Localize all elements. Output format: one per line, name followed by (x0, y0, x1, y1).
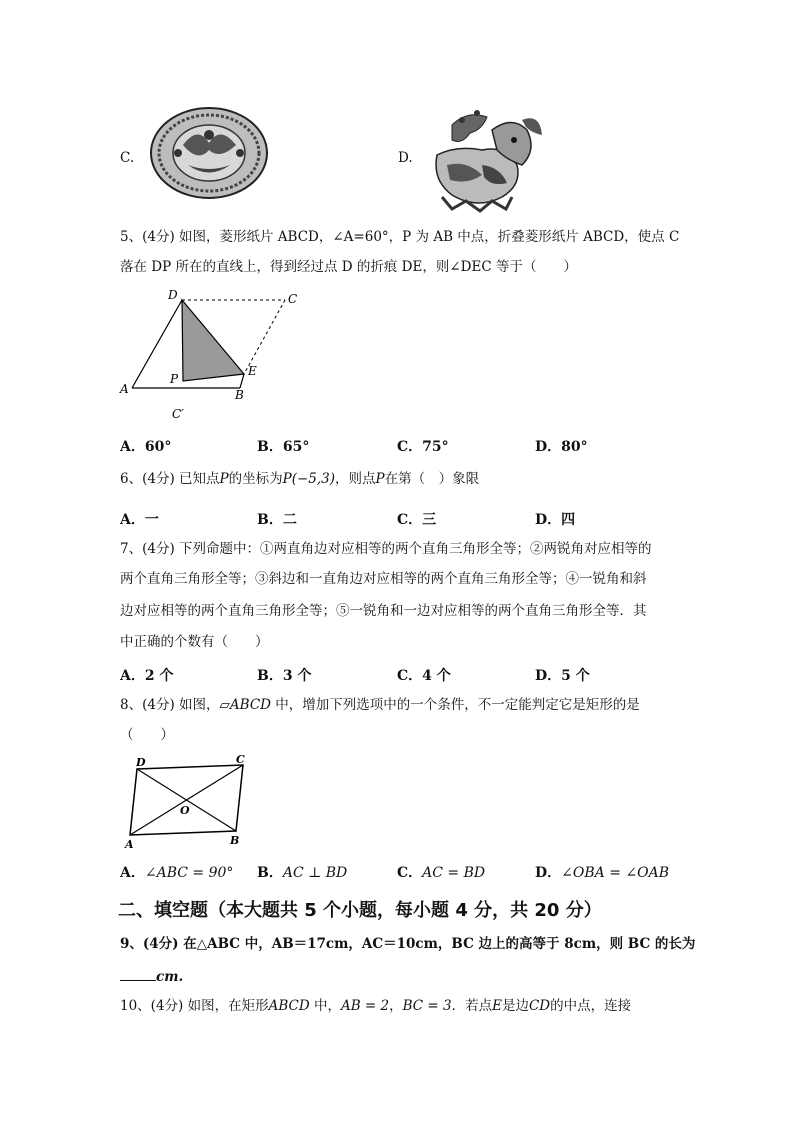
paper-cut-dog-image (422, 105, 547, 215)
q8-option-c-letter: C． (397, 865, 423, 881)
q6-option-a[interactable]: A．一 (120, 512, 159, 528)
q8-label-c: C (236, 753, 245, 766)
q6-prefix: 6、(4分) 已知点 (120, 471, 220, 487)
q6-option-d[interactable]: D．四 (535, 512, 576, 528)
q8-option-a[interactable] (120, 862, 233, 882)
q8-option-c[interactable] (397, 862, 485, 882)
q5-label-e: E (248, 364, 257, 378)
q6-mid: 的坐标为 (228, 471, 283, 487)
q10-mid2: ．若点 (451, 998, 493, 1014)
q8-option-c-math: AC = BD (422, 865, 486, 881)
q10-stem (120, 996, 631, 1016)
q5-option-b[interactable]: B．65° (257, 439, 310, 455)
q10-suffix: 的中点，连接 (550, 998, 632, 1014)
q8-parallelogram-figure (120, 752, 260, 854)
q10-rect: ABCD (268, 998, 310, 1014)
q5-folded-triangle (182, 300, 244, 381)
q10-mid3: 是边 (501, 998, 529, 1014)
q7-option-a[interactable]: A．2 个 (120, 668, 174, 684)
q5-option-c[interactable]: C．75° (397, 439, 449, 455)
q8-suffix: 中，增加下列选项中的一个条件，不一定能判定它是矩形的是 (270, 697, 640, 713)
q8-option-a-math: ∠ABC = 90° (144, 865, 234, 881)
q9-unit: cm. (156, 969, 184, 985)
q10-cd: CD (528, 998, 551, 1014)
q10-ab: AB = 2 (340, 998, 390, 1014)
q6-point-p: P (219, 471, 229, 487)
q4-option-c-label: C. (120, 150, 135, 166)
paper-cut-round-image (148, 105, 270, 201)
q7-line1: 7、(4分) 下列命题中：①两直角边对应相等的两个直角三角形全等；②两锐角对应相等的 (120, 541, 652, 557)
q5-option-a[interactable]: A．60° (120, 439, 172, 455)
q5-line2: 落在 DP 所在的直线上，得到经过点 D 的折痕 DE，则∠DEC 等于（ ） (120, 259, 577, 275)
q5-label-b: B (235, 388, 244, 402)
q8-option-d[interactable] (535, 862, 669, 882)
q10-point-e: E (492, 998, 502, 1014)
q7-line4: 中正确的个数有（ ） (120, 634, 269, 650)
q8-option-b[interactable] (257, 862, 347, 882)
q5-option-d[interactable]: D．80° (535, 439, 588, 455)
q5-label-p: P (170, 372, 179, 386)
q5-label-d: D (168, 288, 178, 302)
q10-bc: BC = 3 (402, 998, 452, 1014)
q8-line2: （ ） (120, 727, 174, 743)
q7-option-d[interactable]: D．5 个 (535, 668, 590, 684)
q4-option-d-label: D. (398, 150, 413, 166)
q5-label-a: A (120, 382, 129, 396)
q5-label-c: C (288, 292, 298, 306)
q6-option-c[interactable]: C．三 (397, 512, 437, 528)
q6-mid2: ，则点 (335, 471, 376, 487)
q10-sep: ， (389, 998, 403, 1014)
q6-point-p-2: P (375, 471, 385, 487)
q8-option-d-math: ∠OBA = ∠OAB (561, 865, 669, 881)
q9-line2 (120, 966, 183, 987)
q6-coordinate: P(−5,3) (282, 471, 336, 487)
q8-label-o: O (180, 804, 190, 817)
section-2-title: 二、填空题（本大题共 5 个小题，每小题 4 分，共 20 分） (118, 900, 602, 921)
q5-label-c-prime: C′ (172, 407, 184, 421)
q8-prefix: 8、(4分) 如图， (120, 697, 220, 713)
q8-option-b-math: AC ⊥ BD (282, 865, 348, 881)
q8-label-b: B (230, 834, 240, 847)
q5-line1: 5、(4分) 如图，菱形纸片 ABCD，∠A=60°，P 为 AB 中点，折叠菱形纸片 ABCD，使点 C (120, 229, 680, 245)
q7-line2: 两个直角三角形全等；③斜边和一直角边对应相等的两个直角三角形全等；④一锐角和斜 (120, 571, 647, 587)
q8-label-a: A (125, 838, 134, 851)
q6-suffix: 在第（ ）象限 (384, 471, 480, 487)
q9-answer-blank[interactable] (120, 966, 156, 981)
q5-dashed-ce (244, 300, 285, 374)
q8-option-d-letter: D． (535, 865, 562, 881)
q6-stem (120, 469, 479, 489)
q8-shape: ▱ABCD (219, 697, 271, 713)
q5-rhombus-figure (110, 285, 310, 425)
q6-option-b[interactable]: B．二 (257, 512, 297, 528)
q10-mid1: 中， (309, 998, 341, 1014)
q10-prefix: 10、(4分) 如图，在矩形 (120, 998, 269, 1014)
q7-option-c[interactable]: C．4 个 (397, 668, 451, 684)
q8-stem (120, 695, 640, 715)
q7-option-b[interactable]: B．3 个 (257, 668, 312, 684)
q8-label-d: D (136, 756, 146, 769)
q9-line1: 9、(4分) 在△ABC 中，AB＝17cm，AC＝10cm，BC 边上的高等于 8cm，则 BC 的长为 (120, 936, 696, 952)
q7-line3: 边对应相等的两个直角三角形全等；⑤一锐角和一边对应相等的两个直角三角形全等．其 (120, 603, 647, 619)
q5-side-be (240, 374, 244, 388)
q8-option-a-letter: A． (120, 865, 145, 881)
q8-option-b-letter: B． (257, 865, 283, 881)
